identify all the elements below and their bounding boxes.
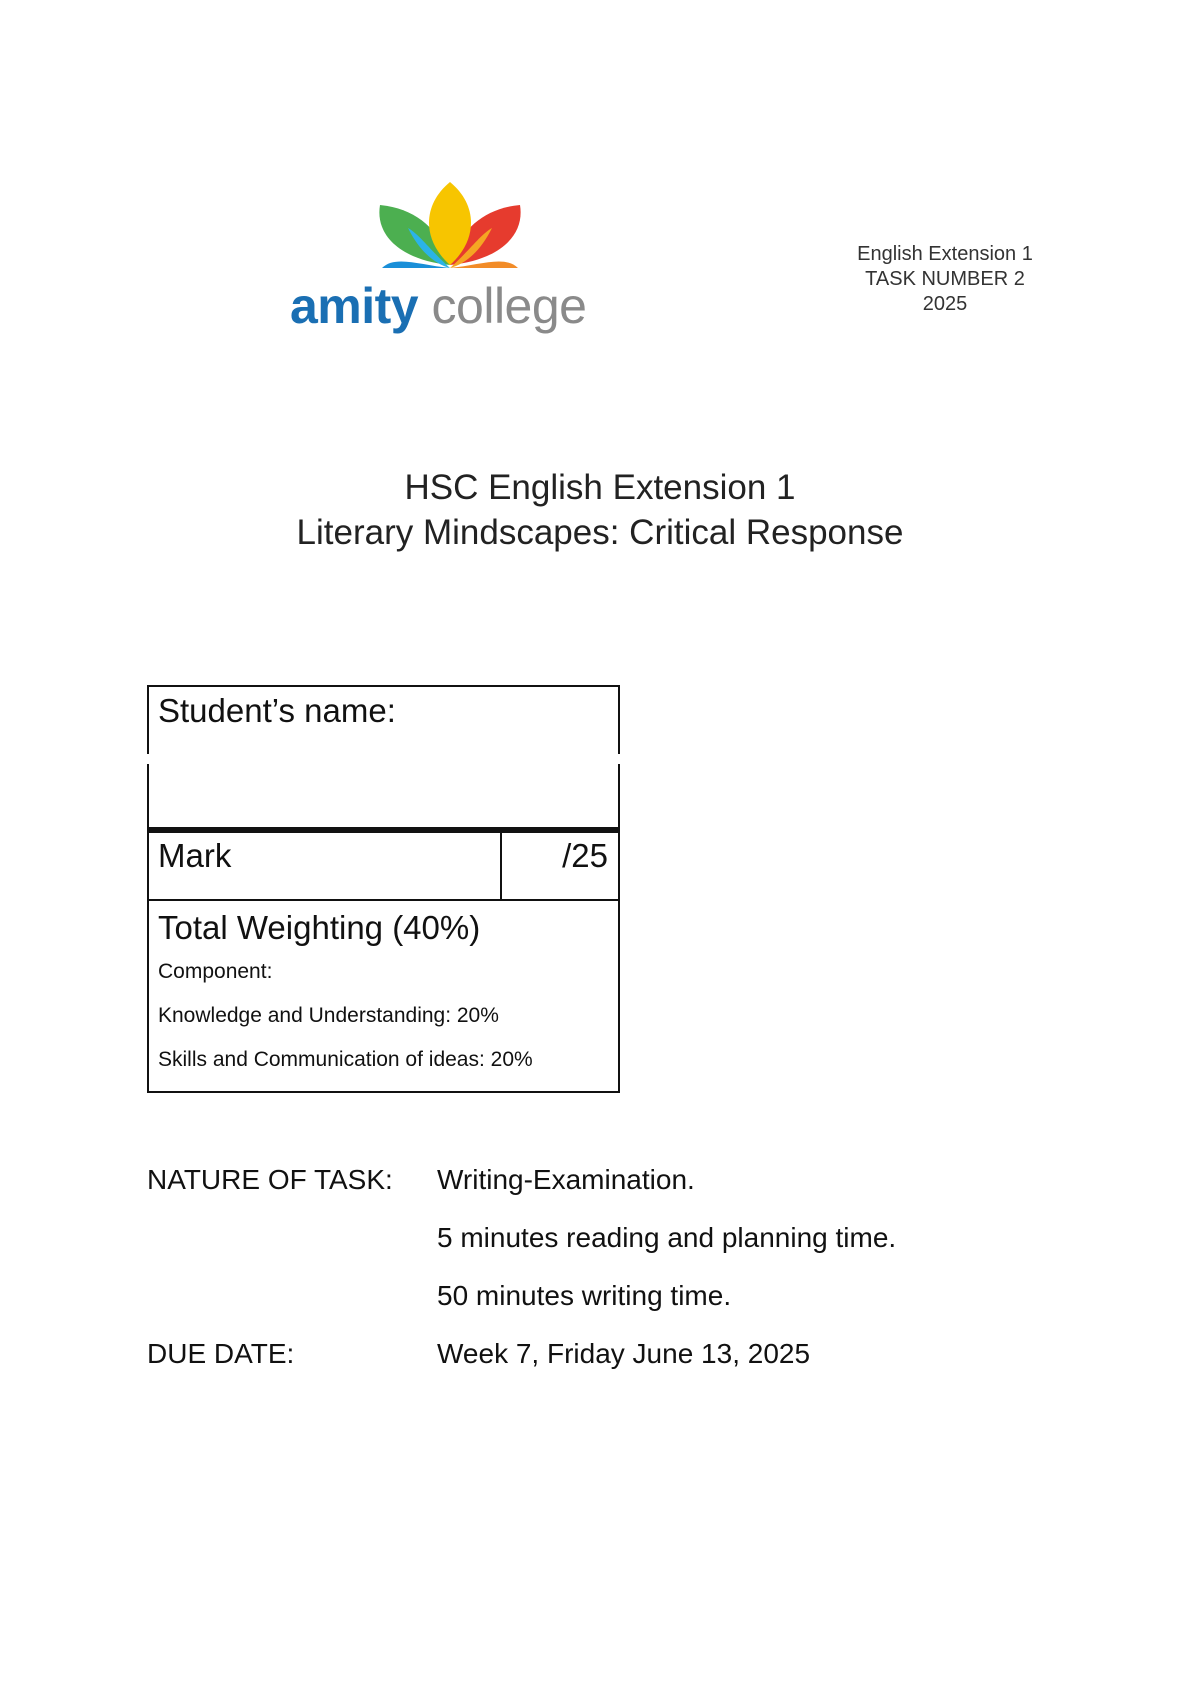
component-knowledge: Knowledge and Understanding: 20% — [158, 1004, 499, 1027]
lotus-flower-icon — [360, 180, 540, 270]
mark-out-of: /25 — [562, 837, 608, 874]
nature-value-2: 5 minutes reading and planning time. — [437, 1222, 897, 1253]
border-notch — [144, 754, 152, 764]
logo-wordmark — [290, 277, 586, 335]
student-name-field[interactable] — [149, 687, 618, 833]
task-details — [147, 1155, 1047, 1387]
weighting-section — [149, 901, 618, 1086]
due-date-value: Week 7, Friday June 13, 2025 — [437, 1338, 811, 1369]
nature-row-3 — [147, 1271, 1047, 1329]
school-logo — [290, 180, 610, 340]
nature-value-1: Writing-Examination. — [437, 1164, 695, 1195]
student-name-label: Student’s name: — [158, 692, 396, 729]
mark-row — [149, 833, 618, 901]
nature-row-2 — [147, 1213, 1047, 1271]
logo-name-college: college — [431, 278, 587, 334]
due-date-row — [147, 1329, 1047, 1387]
logo-name-amity: amity — [290, 278, 419, 334]
due-date-label: DUE DATE: — [147, 1338, 295, 1369]
title-line-1: HSC English Extension 1 — [404, 468, 796, 507]
task-number: TASK NUMBER 2 — [865, 268, 1025, 290]
nature-label: NATURE OF TASK: — [147, 1164, 393, 1195]
title-line-2: Literary Mindscapes: Critical Response — [296, 513, 904, 552]
task-info — [800, 242, 1090, 317]
border-notch — [615, 754, 623, 764]
mark-label: Mark — [149, 833, 502, 899]
nature-value-3: 50 minutes writing time. — [437, 1280, 732, 1311]
component-skills: Skills and Communication of ideas: 20% — [158, 1048, 533, 1071]
task-year: 2025 — [922, 293, 968, 315]
nature-row-1 — [147, 1155, 1047, 1213]
weighting-title: Total Weighting (40%) — [158, 909, 481, 946]
component-label: Component: — [158, 960, 273, 983]
mark-box — [147, 685, 620, 1093]
subject-name: English Extension 1 — [857, 243, 1033, 265]
document-title — [0, 465, 1200, 555]
